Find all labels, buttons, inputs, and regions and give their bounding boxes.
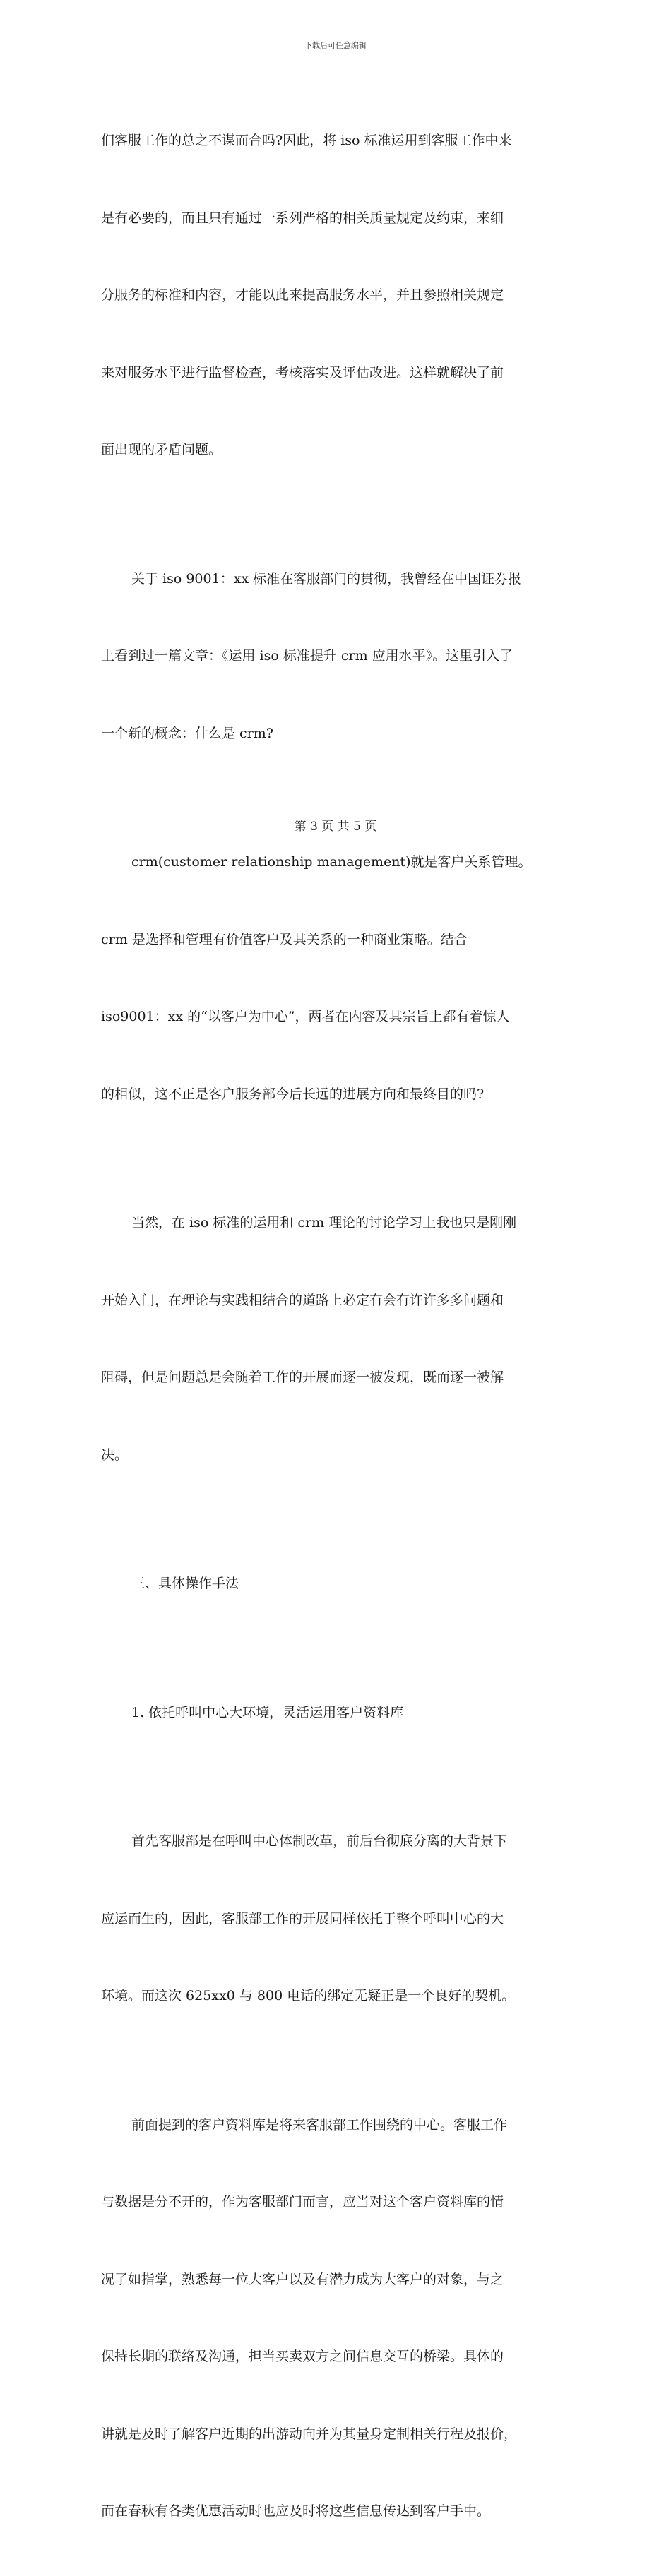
page-number: 第 3 页 共 5 页 — [294, 820, 377, 834]
text-line: 与数据是分不开的，作为客服部门而言，应当对这个客户资料库的情 — [101, 2194, 504, 2210]
text-line: 况了如指掌，熟悉每一位大客户以及有潜力成为大客户的对象，与之 — [101, 2271, 504, 2287]
subsection-heading — [101, 1648, 571, 1778]
text-line: 开始入门，在理论与实践相结合的道路上必定有会有许许多多问题和 — [101, 1292, 504, 1308]
text-line: 是有必要的，而且只有通过一系列严格的相关质量规定及约束，来细 — [101, 210, 504, 226]
paragraph — [101, 1777, 571, 2061]
document-body — [101, 76, 571, 2576]
text-line: crm 是选择和管理有价值客户及其关系的一种商业策略。结合 — [101, 931, 468, 947]
text-line: crm(customer relationship management)就是客户关系管理。 — [131, 854, 532, 870]
text-line: 分服务的标准和内容，才能以此来提高服务水平，并且参照相关规定 — [101, 287, 504, 303]
paragraph — [101, 515, 571, 798]
page-header: 下载后可任意编辑 — [304, 41, 367, 50]
text-line: 当然，在 iso 标准的运用和 crm 理论的讨论学习上我也只是刚刚 — [131, 1215, 517, 1230]
text-line: iso9001：xx 的“以客户为中心”，两者在内容及其宗旨上都有着惊人 — [101, 1009, 510, 1024]
text-line: 首先客服部是在呼叫中心体制改革，前后台彻底分离的大背景下 — [131, 1833, 508, 1849]
text-line: 三、具体操作手法 — [131, 1576, 239, 1591]
text-line: 环境。而这次 625xx0 与 800 电话的绑定无疑正是一个良好的契机。 — [101, 1988, 516, 2003]
text-line: 一个新的概念：什么是 crm? — [101, 725, 273, 741]
paragraph — [101, 76, 571, 515]
text-line: 应运而生的，因此，客服部工作的开展同样依托于整个呼叫中心的大 — [101, 1910, 504, 1927]
paragraph — [101, 798, 571, 1158]
text-line: 上看到过一篇文章：《运用 iso 标准提升 crm 应用水平》。这里引入了 — [101, 648, 513, 664]
text-line: 们客服工作的总之不谋而合吗?因此，将 iso 标准运用到客服工作中来 — [101, 133, 512, 148]
text-line: 的相似，这不正是客户服务部今后长远的进展方向和最终目的吗? — [101, 1086, 485, 1102]
text-line: 关于 iso 9001：xx 标准在客服部门的贯彻，我曾经在中国证券报 — [131, 570, 522, 587]
text-line: 面出现的矛盾问题。 — [101, 442, 222, 457]
text-line: 讲就是及时了解客户近期的出游动向并为其量身定制相关行程及报价， — [101, 2426, 518, 2442]
section-heading — [101, 1519, 571, 1648]
text-line: 保持长期的联络及沟通，担当买卖双方之间信息交互的桥梁。具体的 — [101, 2349, 504, 2364]
text-line: 而在春秋有各类优惠活动时也应及时将这些信息传达到客户手中。 — [101, 2503, 491, 2519]
text-line: 前面提到的客户资料库是将来客服部工作围绕的中心。客服工作 — [131, 2116, 508, 2133]
text-line: 阻碍，但是问题总是会随着工作的开展而逐一被发现，既而逐一被解 — [101, 1370, 504, 1385]
paragraph — [101, 1158, 571, 1519]
text-line: 1. 依托呼叫中心大环境，灵活运用客户资料库 — [131, 1704, 404, 1720]
paragraph — [101, 2061, 571, 2576]
text-line: 来对服务水平进行监督检查，考核落实及评估改进。这样就解决了前 — [101, 364, 504, 381]
text-line: 决。 — [101, 1446, 129, 1463]
